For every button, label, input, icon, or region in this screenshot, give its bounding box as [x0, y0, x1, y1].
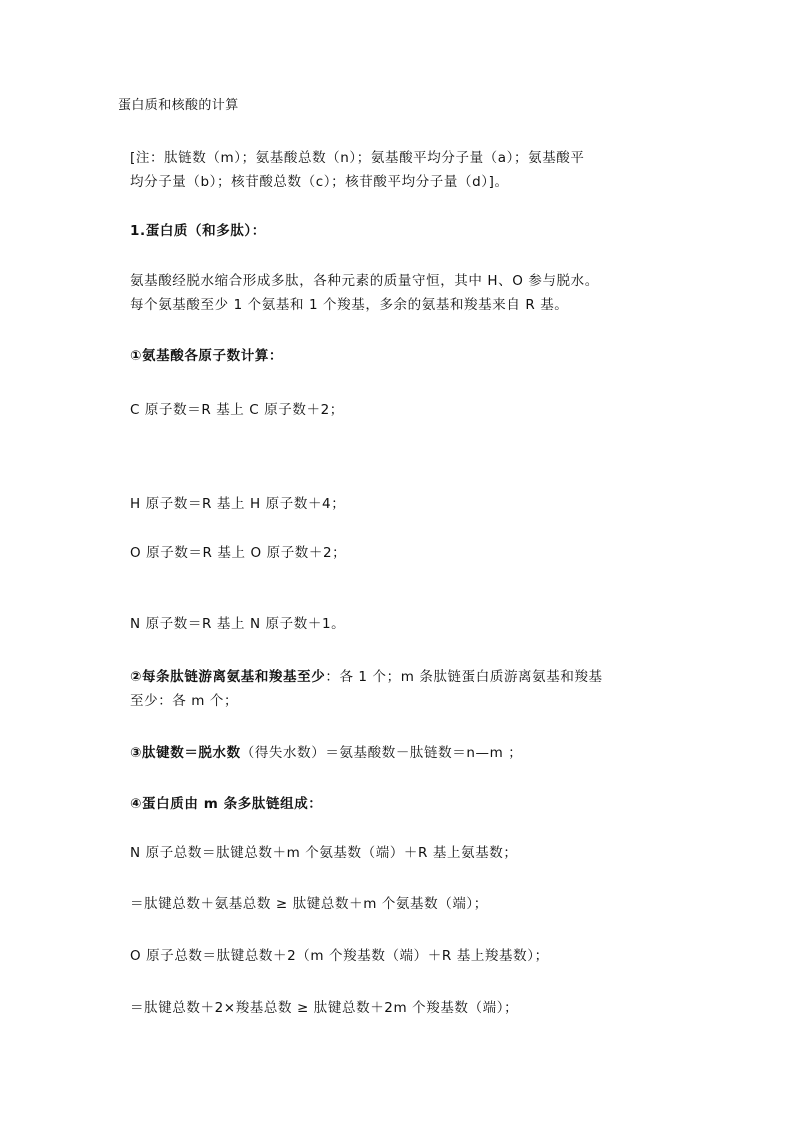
point-2-heading: ②每条肽链游离氨基和羧基至少: [130, 669, 326, 685]
o-total-formula-continued: ＝肽键总数＋2×羧基总数 ≥ 肽键总数＋2m 个羧基数（端）；: [130, 1000, 519, 1016]
point-2-line-2: 至少：各 m 个；: [130, 693, 239, 709]
h-atoms-formula: H 原子数＝R 基上 H 原子数＋4；: [130, 496, 346, 512]
o-total-formula: O 原子总数＝肽键总数＋2（m 个羧基数（端）＋R 基上羧基数）；: [130, 948, 549, 964]
note-line-2: 均分子量（b）；核苷酸总数（c）；核苷酸平均分子量（d）]。: [130, 174, 509, 190]
c-atoms-formula: C 原子数＝R 基上 C 原子数＋2；: [130, 402, 344, 418]
note-line-1: [注：肽链数（m）；氨基酸总数（n）；氨基酸平均分子量（a）；氨基酸平: [130, 150, 585, 166]
n-total-formula-continued: ＝肽键总数＋氨基总数 ≥ 肽键总数＋m 个氨基数（端）；: [130, 896, 488, 912]
n-total-formula: N 原子总数＝肽键总数＋m 个氨基数（端）＋R 基上氨基数；: [130, 845, 518, 861]
intro-line-2: 每个氨基酸至少 1 个氨基和 1 个羧基，多余的氨基和羧基来自 R 基。: [130, 297, 569, 313]
n-atoms-formula: N 原子数＝R 基上 N 原子数＋1。: [130, 616, 346, 632]
point-3-line: [130, 740, 675, 766]
point-4-heading: ④蛋白质由 m 条多肽链组成：: [130, 796, 323, 812]
o-atoms-formula: O 原子数＝R 基上 O 原子数＋2；: [130, 545, 347, 561]
point-3-text: （得失水数）＝氨基酸数－肽链数＝n—m ；: [240, 745, 523, 761]
point-2-line-1: [130, 664, 675, 690]
intro-line-1: 氨基酸经脱水缩合形成多肽，各种元素的质量守恒，其中 H、O 参与脱水。: [130, 273, 599, 289]
section-1-heading: 1.蛋白质（和多肽）：: [130, 223, 266, 239]
point-3-heading: ③肽键数＝脱水数: [130, 745, 241, 761]
point-2-text: ：各 1 个；m 条肽链蛋白质游离氨基和羧基: [325, 669, 603, 685]
document-title: 蛋白质和核酸的计算: [118, 98, 239, 113]
point-1-heading: ①氨基酸各原子数计算：: [130, 348, 284, 364]
